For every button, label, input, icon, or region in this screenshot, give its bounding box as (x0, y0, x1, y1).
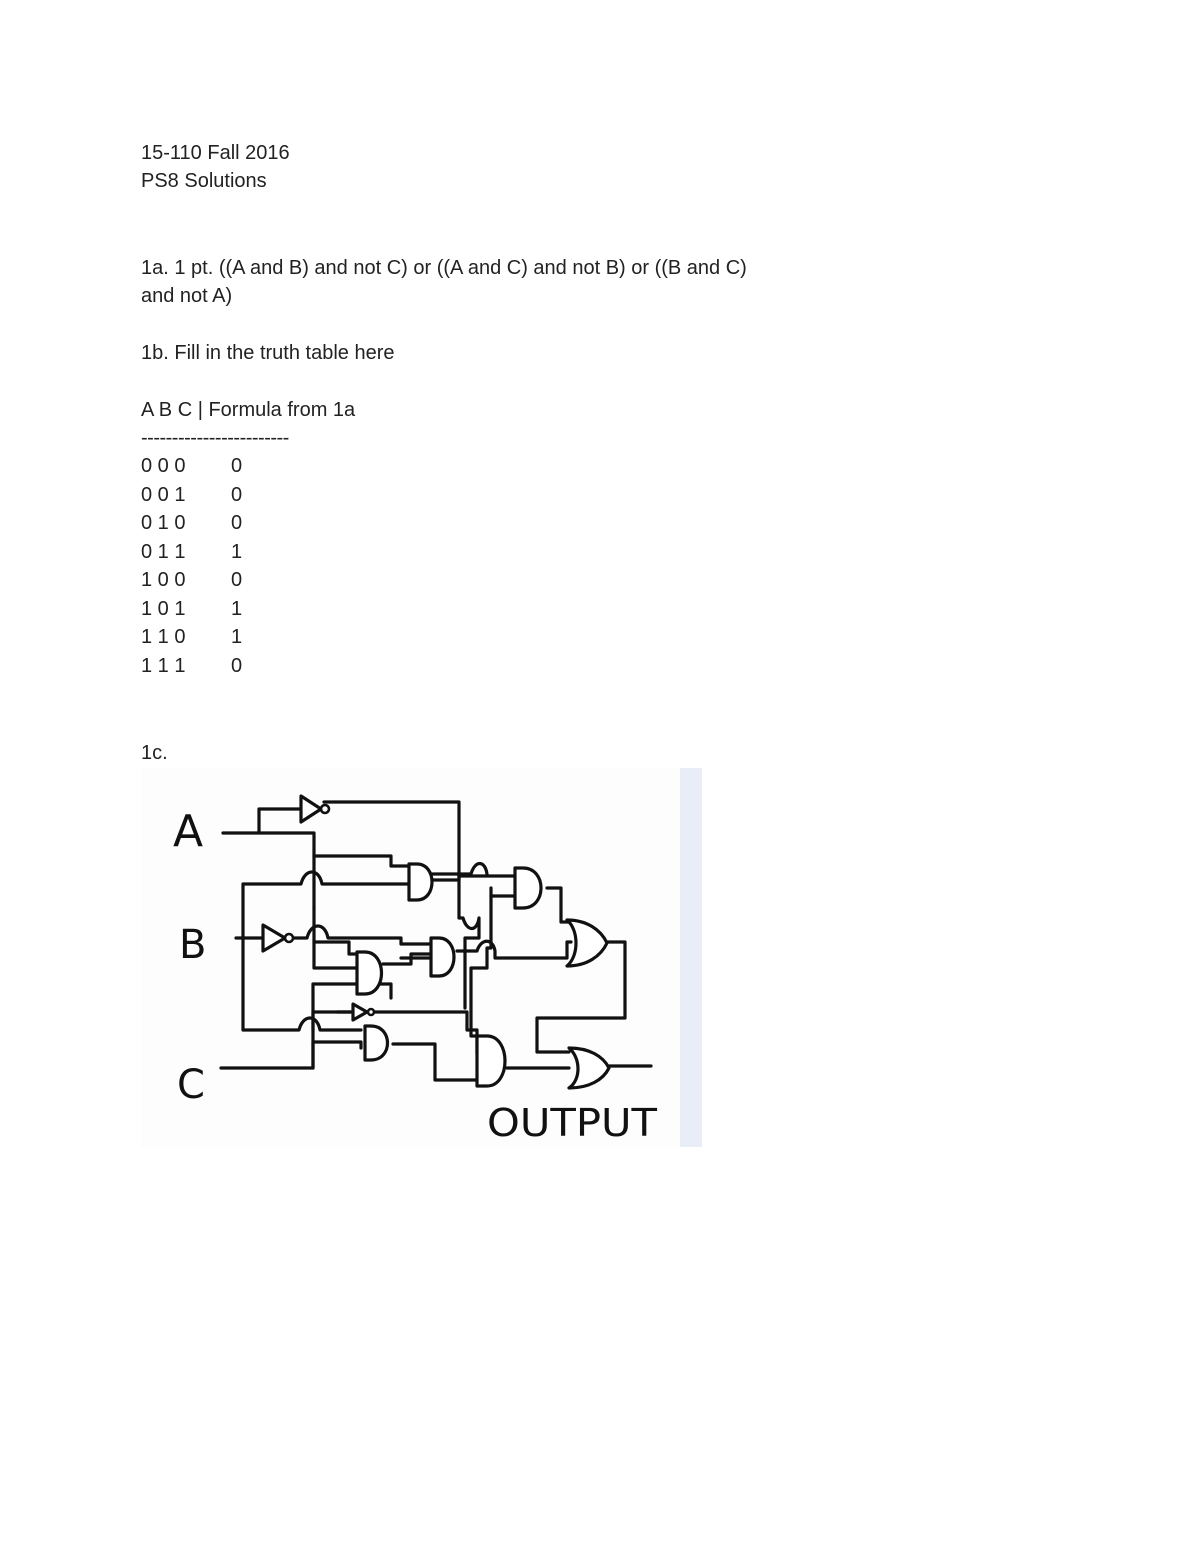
truth-table-output: 0 (231, 654, 243, 677)
truth-table-inputs: 1 1 0 (141, 626, 186, 648)
truth-table-inputs: 1 0 1 (141, 597, 186, 620)
course-title: 15-110 Fall 2016 (141, 142, 290, 164)
truth-table-output: 0 (231, 483, 243, 506)
question-1c-label: 1c. (141, 742, 168, 764)
input-label-a: A (173, 806, 204, 857)
truth-table-output: 1 (231, 540, 243, 563)
question-1a-line1: 1a. 1 pt. ((A and B) and not C) or ((A and C) and not B) or ((B and C) (141, 257, 747, 279)
output-label: OUTPUT (487, 1101, 658, 1145)
and-gate-2 (357, 952, 382, 994)
question-1a-line2: and not A) (141, 285, 233, 307)
logic-circuit-diagram (141, 768, 702, 1147)
truth-table-output: 0 (231, 569, 243, 591)
truth-table-output: 0 (231, 455, 243, 477)
truth-table-inputs: 0 1 0 (141, 512, 186, 534)
input-label-c: C (177, 1062, 205, 1108)
question-1b-prompt: 1b. Fill in the truth table here (141, 342, 395, 364)
truth-table-inputs: 1 1 1 (141, 654, 186, 677)
truth-table-output: 0 (231, 512, 243, 534)
and-gate-3 (431, 938, 454, 976)
truth-table-separator: ------------------------ (141, 427, 289, 449)
diagram-side-panel (680, 768, 702, 1147)
truth-table-header: A B C | Formula from 1a (141, 399, 356, 421)
document-title: PS8 Solutions (141, 170, 267, 192)
truth-table-inputs: 0 1 1 (141, 540, 186, 563)
truth-table-output: 1 (231, 597, 243, 620)
truth-table-inputs: 1 0 0 (141, 569, 186, 591)
truth-table-inputs: 0 0 1 (141, 483, 186, 506)
and-gate-1 (409, 864, 432, 900)
and-gate-5 (515, 868, 541, 908)
and-gate-6 (477, 1036, 505, 1086)
input-label-b: B (179, 922, 207, 968)
and-gate-4 (365, 1026, 388, 1060)
truth-table-output: 1 (231, 626, 243, 648)
truth-table-inputs: 0 0 0 (141, 455, 186, 477)
